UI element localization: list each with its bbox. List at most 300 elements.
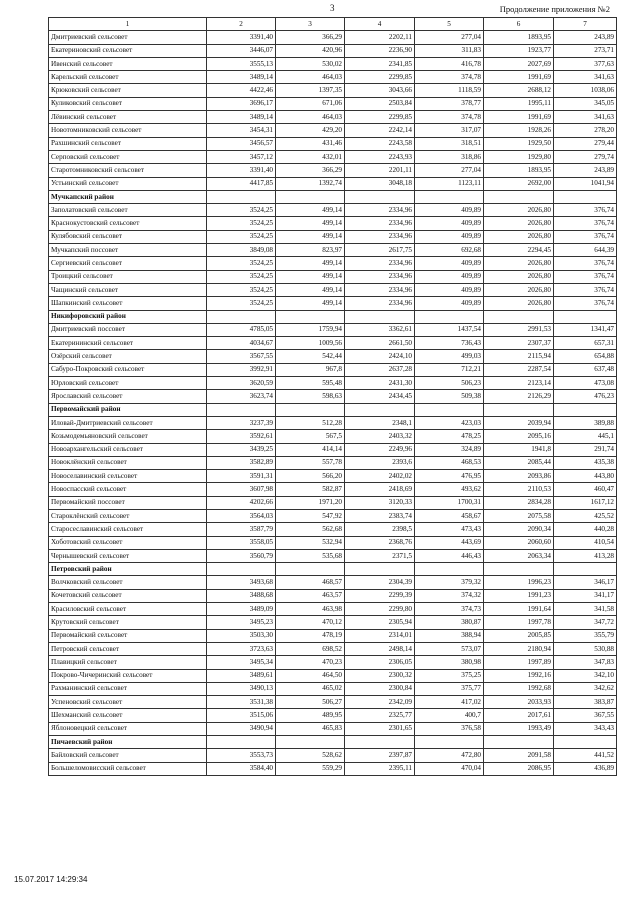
table-row (49, 244, 617, 257)
value-cell: 967,8 (276, 363, 345, 376)
value-cell: 3495,34 (207, 656, 276, 669)
value-cell: 3524,25 (207, 230, 276, 243)
value-cell: 2060,60 (484, 536, 554, 549)
value-cell: 3489,14 (207, 111, 276, 124)
value-cell (415, 310, 484, 323)
value-cell: 279,74 (554, 150, 617, 163)
value-cell: 2637,28 (345, 363, 415, 376)
value-cell: 3723,63 (207, 642, 276, 655)
column-header: 1 (49, 18, 207, 31)
value-cell: 2334,96 (345, 270, 415, 283)
value-cell: 347,72 (554, 616, 617, 629)
table-row (49, 71, 617, 84)
value-cell: 425,52 (554, 509, 617, 522)
table-row (49, 416, 617, 429)
settlement-name: Чащинский сельсовет (49, 283, 207, 296)
value-cell: 3489,61 (207, 669, 276, 682)
value-cell: 465,02 (276, 682, 345, 695)
value-cell: 512,28 (276, 416, 345, 429)
value-cell: 3524,25 (207, 204, 276, 217)
value-cell: 1993,49 (484, 722, 554, 735)
value-cell: 2300,84 (345, 682, 415, 695)
value-cell: 1700,31 (415, 496, 484, 509)
settlement-name: Троицкий сельсовет (49, 270, 207, 283)
table-row (49, 164, 617, 177)
footer-timestamp: 15.07.2017 14:29:34 (14, 875, 88, 884)
value-cell: 4202,66 (207, 496, 276, 509)
value-cell: 1991,23 (484, 589, 554, 602)
value-cell: 463,57 (276, 589, 345, 602)
value-cell: 3488,68 (207, 589, 276, 602)
value-cell: 409,89 (415, 204, 484, 217)
value-cell: 528,62 (276, 749, 345, 762)
table-row (49, 270, 617, 283)
value-cell: 273,71 (554, 44, 617, 57)
value-cell: 4785,05 (207, 323, 276, 336)
value-cell: 3457,12 (207, 150, 276, 163)
value-cell: 2661,50 (345, 337, 415, 350)
column-header: 6 (484, 18, 554, 31)
value-cell: 2305,94 (345, 616, 415, 629)
value-cell: 2115,94 (484, 350, 554, 363)
value-cell: 2249,96 (345, 443, 415, 456)
value-cell (345, 310, 415, 323)
column-header: 2 (207, 18, 276, 31)
value-cell: 3555,13 (207, 57, 276, 70)
value-cell: 464,50 (276, 669, 345, 682)
value-cell: 2301,65 (345, 722, 415, 735)
value-cell: 470,12 (276, 616, 345, 629)
value-cell: 376,74 (554, 217, 617, 230)
table-row (49, 549, 617, 562)
table-row (49, 350, 617, 363)
settlement-name: Красиловский сельсовет (49, 603, 207, 616)
value-cell: 2085,44 (484, 456, 554, 469)
value-cell: 1893,95 (484, 164, 554, 177)
value-cell: 4422,46 (207, 84, 276, 97)
value-cell: 317,07 (415, 124, 484, 137)
value-cell (484, 190, 554, 203)
value-cell: 388,94 (415, 629, 484, 642)
value-cell: 1038,06 (554, 84, 617, 97)
value-cell (276, 403, 345, 416)
value-cell: 380,98 (415, 656, 484, 669)
value-cell: 3120,33 (345, 496, 415, 509)
settlement-name: Рахшинский сельсовет (49, 137, 207, 150)
settlement-name: Юрловский сельсовет (49, 377, 207, 390)
value-cell: 1941,8 (484, 443, 554, 456)
value-cell: 476,23 (554, 390, 617, 403)
value-cell: 595,48 (276, 377, 345, 390)
value-cell: 464,03 (276, 71, 345, 84)
value-cell: 698,52 (276, 642, 345, 655)
value-cell: 436,89 (554, 762, 617, 775)
value-cell: 654,88 (554, 350, 617, 363)
value-cell: 1123,11 (415, 177, 484, 190)
value-cell: 341,63 (554, 111, 617, 124)
value-cell: 2005,85 (484, 629, 554, 642)
value-cell: 499,14 (276, 257, 345, 270)
value-cell: 499,03 (415, 350, 484, 363)
table-row (49, 217, 617, 230)
value-cell: 499,14 (276, 283, 345, 296)
district-name: Первомайский район (49, 403, 207, 416)
value-cell: 389,88 (554, 416, 617, 429)
value-cell: 409,89 (415, 297, 484, 310)
value-cell: 823,97 (276, 244, 345, 257)
value-cell: 3446,07 (207, 44, 276, 57)
value-cell: 1991,69 (484, 71, 554, 84)
value-cell: 2123,14 (484, 377, 554, 390)
table-row (49, 682, 617, 695)
value-cell: 542,44 (276, 350, 345, 363)
value-cell: 3489,14 (207, 71, 276, 84)
value-cell: 506,27 (276, 696, 345, 709)
district-row (49, 736, 617, 749)
data-table (48, 17, 617, 776)
value-cell: 445,1 (554, 430, 617, 443)
table-row (49, 257, 617, 270)
settlement-name: Яблоновецкий сельсовет (49, 722, 207, 735)
column-header: 5 (415, 18, 484, 31)
value-cell: 2243,93 (345, 150, 415, 163)
value-cell (415, 403, 484, 416)
value-cell: 468,57 (276, 576, 345, 589)
value-cell: 3560,79 (207, 549, 276, 562)
value-cell (484, 736, 554, 749)
value-cell: 1923,77 (484, 44, 554, 57)
column-header: 7 (554, 18, 617, 31)
column-header: 3 (276, 18, 345, 31)
value-cell: 2017,61 (484, 709, 554, 722)
settlement-name: Старосеславинский сельсовет (49, 523, 207, 536)
value-cell: 2371,5 (345, 549, 415, 562)
settlement-name: Заполатовский сельсовет (49, 204, 207, 217)
value-cell: 277,04 (415, 164, 484, 177)
value-cell: 3849,08 (207, 244, 276, 257)
table-row (49, 642, 617, 655)
value-cell: 3503,30 (207, 629, 276, 642)
value-cell: 2341,85 (345, 57, 415, 70)
value-cell: 2424,10 (345, 350, 415, 363)
settlement-name: Екатериновский сельсовет (49, 44, 207, 57)
value-cell: 2688,12 (484, 84, 554, 97)
value-cell: 465,83 (276, 722, 345, 735)
value-cell: 1991,69 (484, 111, 554, 124)
value-cell (484, 563, 554, 576)
value-cell: 3495,23 (207, 616, 276, 629)
value-cell: 2304,39 (345, 576, 415, 589)
value-cell (415, 563, 484, 576)
settlement-name: Ярославский сельсовет (49, 390, 207, 403)
value-cell: 1617,12 (554, 496, 617, 509)
value-cell: 4417,85 (207, 177, 276, 190)
table-row (49, 430, 617, 443)
table-row (49, 616, 617, 629)
table-row (49, 576, 617, 589)
value-cell: 3553,73 (207, 749, 276, 762)
value-cell: 473,43 (415, 523, 484, 536)
value-cell: 2395,11 (345, 762, 415, 775)
value-cell: 3582,89 (207, 456, 276, 469)
value-cell: 3992,91 (207, 363, 276, 376)
table-row (49, 111, 617, 124)
value-cell: 2418,69 (345, 483, 415, 496)
value-cell: 311,83 (415, 44, 484, 57)
value-cell: 3564,03 (207, 509, 276, 522)
value-cell: 559,29 (276, 762, 345, 775)
table-row (49, 150, 617, 163)
value-cell: 417,02 (415, 696, 484, 709)
value-cell: 1118,59 (415, 84, 484, 97)
value-cell: 1929,80 (484, 150, 554, 163)
value-cell: 376,74 (554, 297, 617, 310)
value-cell (276, 190, 345, 203)
value-cell: 2090,34 (484, 523, 554, 536)
settlement-name: Первомайский поссовет (49, 496, 207, 509)
value-cell: 374,78 (415, 71, 484, 84)
value-cell: 2334,96 (345, 230, 415, 243)
table-row (49, 124, 617, 137)
value-cell: 409,89 (415, 270, 484, 283)
value-cell: 3490,94 (207, 722, 276, 735)
settlement-name: Новоклёнский сельсовет (49, 456, 207, 469)
value-cell: 2299,80 (345, 603, 415, 616)
value-cell (276, 563, 345, 576)
value-cell: 530,88 (554, 642, 617, 655)
value-cell: 3567,55 (207, 350, 276, 363)
value-cell: 2027,69 (484, 57, 554, 70)
settlement-name: Большеломовисский сельсовет (49, 762, 207, 775)
district-row (49, 563, 617, 576)
value-cell: 3362,61 (345, 323, 415, 336)
value-cell: 3524,25 (207, 297, 276, 310)
value-cell: 1992,16 (484, 669, 554, 682)
table-row (49, 297, 617, 310)
settlement-name: Покрово-Чичеринский сельсовет (49, 669, 207, 682)
value-cell: 499,14 (276, 204, 345, 217)
value-cell: 374,32 (415, 589, 484, 602)
value-cell: 3490,13 (207, 682, 276, 695)
value-cell: 2033,93 (484, 696, 554, 709)
value-cell (345, 190, 415, 203)
value-cell: 489,95 (276, 709, 345, 722)
table-row (49, 177, 617, 190)
table-row (49, 589, 617, 602)
value-cell: 3623,74 (207, 390, 276, 403)
value-cell: 472,80 (415, 749, 484, 762)
settlement-name: Староклёнский сельсовет (49, 509, 207, 522)
value-cell: 2201,11 (345, 164, 415, 177)
value-cell (345, 736, 415, 749)
value-cell: 341,58 (554, 603, 617, 616)
table-row (49, 363, 617, 376)
settlement-name: Козьмодемьяновский сельсовет (49, 430, 207, 443)
value-cell: 473,08 (554, 377, 617, 390)
settlement-name: Рахманинский сельсовет (49, 682, 207, 695)
district-row (49, 310, 617, 323)
settlement-name: Мучкапский поссовет (49, 244, 207, 257)
value-cell: 2026,80 (484, 217, 554, 230)
value-cell: 443,80 (554, 470, 617, 483)
settlement-name: Крутовский сельсовет (49, 616, 207, 629)
value-cell (415, 736, 484, 749)
value-cell: 506,23 (415, 377, 484, 390)
value-cell: 509,38 (415, 390, 484, 403)
value-cell: 470,04 (415, 762, 484, 775)
value-cell: 598,63 (276, 390, 345, 403)
value-cell: 478,25 (415, 430, 484, 443)
value-cell: 3391,40 (207, 164, 276, 177)
table-row (49, 443, 617, 456)
value-cell: 2348,1 (345, 416, 415, 429)
value-cell: 376,74 (554, 283, 617, 296)
value-cell: 291,74 (554, 443, 617, 456)
value-cell: 3696,17 (207, 97, 276, 110)
value-cell: 476,95 (415, 470, 484, 483)
settlement-name: Шапкинский сельсовет (49, 297, 207, 310)
value-cell (276, 736, 345, 749)
value-cell: 355,79 (554, 629, 617, 642)
value-cell: 499,14 (276, 270, 345, 283)
value-cell: 380,87 (415, 616, 484, 629)
value-cell (484, 310, 554, 323)
value-cell: 2393,6 (345, 456, 415, 469)
value-cell (554, 190, 617, 203)
table-row (49, 536, 617, 549)
table-row (49, 749, 617, 762)
settlement-name: Шехманский сельсовет (49, 709, 207, 722)
value-cell: 423,03 (415, 416, 484, 429)
value-cell: 2991,53 (484, 323, 554, 336)
value-cell: 377,63 (554, 57, 617, 70)
value-cell (276, 310, 345, 323)
settlement-name: Сергиевский сельсовет (49, 257, 207, 270)
column-header: 4 (345, 18, 415, 31)
value-cell: 4034,67 (207, 337, 276, 350)
value-cell: 3607,98 (207, 483, 276, 496)
value-cell: 2026,80 (484, 257, 554, 270)
settlement-name: Крюковский сельсовет (49, 84, 207, 97)
value-cell (345, 563, 415, 576)
value-cell: 3043,66 (345, 84, 415, 97)
value-cell: 413,28 (554, 549, 617, 562)
district-row (49, 403, 617, 416)
table-row (49, 44, 617, 57)
table-row (49, 323, 617, 336)
value-cell (415, 190, 484, 203)
value-cell: 2039,94 (484, 416, 554, 429)
value-cell: 243,89 (554, 31, 617, 44)
value-cell: 342,62 (554, 682, 617, 695)
value-cell: 3391,40 (207, 31, 276, 44)
page-number: 3 (330, 3, 335, 13)
value-cell: 1997,78 (484, 616, 554, 629)
value-cell: 2403,32 (345, 430, 415, 443)
value-cell: 1009,56 (276, 337, 345, 350)
value-cell: 2126,29 (484, 390, 554, 403)
value-cell (207, 310, 276, 323)
value-cell: 420,96 (276, 44, 345, 57)
table-row (49, 57, 617, 70)
value-cell: 712,21 (415, 363, 484, 376)
value-cell: 2503,84 (345, 97, 415, 110)
value-cell: 2095,16 (484, 430, 554, 443)
value-cell: 2617,75 (345, 244, 415, 257)
value-cell: 429,20 (276, 124, 345, 137)
value-cell: 2334,96 (345, 257, 415, 270)
value-cell: 3493,68 (207, 576, 276, 589)
value-cell: 2498,14 (345, 642, 415, 655)
value-cell: 2334,96 (345, 204, 415, 217)
value-cell: 2299,39 (345, 589, 415, 602)
settlement-name: Новоархангельский сельсовет (49, 443, 207, 456)
value-cell: 535,68 (276, 549, 345, 562)
value-cell: 2242,14 (345, 124, 415, 137)
settlement-name: Иловай-Дмитриевский сельсовет (49, 416, 207, 429)
value-cell (554, 403, 617, 416)
value-cell: 657,31 (554, 337, 617, 350)
value-cell: 2091,58 (484, 749, 554, 762)
value-cell: 1392,74 (276, 177, 345, 190)
settlement-name: Чернышевский сельсовет (49, 549, 207, 562)
column-header-row (49, 18, 617, 31)
value-cell: 414,14 (276, 443, 345, 456)
value-cell: 557,78 (276, 456, 345, 469)
value-cell: 435,38 (554, 456, 617, 469)
value-cell: 431,46 (276, 137, 345, 150)
value-cell: 400,7 (415, 709, 484, 722)
settlement-name: Дмитриевский сельсовет (49, 31, 207, 44)
value-cell: 341,17 (554, 589, 617, 602)
value-cell: 2300,32 (345, 669, 415, 682)
value-cell: 318,86 (415, 150, 484, 163)
value-cell: 409,89 (415, 230, 484, 243)
value-cell: 341,63 (554, 71, 617, 84)
value-cell: 2026,80 (484, 297, 554, 310)
value-cell: 2398,5 (345, 523, 415, 536)
value-cell (554, 736, 617, 749)
value-cell: 2834,28 (484, 496, 554, 509)
value-cell: 478,19 (276, 629, 345, 642)
value-cell: 2299,85 (345, 111, 415, 124)
value-cell: 2342,09 (345, 696, 415, 709)
table-row (49, 696, 617, 709)
value-cell: 2086,95 (484, 762, 554, 775)
value-cell: 3524,25 (207, 270, 276, 283)
value-cell: 470,23 (276, 656, 345, 669)
value-cell: 458,67 (415, 509, 484, 522)
value-cell: 374,73 (415, 603, 484, 616)
value-cell: 464,03 (276, 111, 345, 124)
value-cell: 3489,09 (207, 603, 276, 616)
value-cell: 2294,45 (484, 244, 554, 257)
value-cell: 379,32 (415, 576, 484, 589)
settlement-name: Екатерининский сельсовет (49, 337, 207, 350)
value-cell: 736,43 (415, 337, 484, 350)
value-cell: 366,29 (276, 164, 345, 177)
settlement-name: Плавицкий сельсовет (49, 656, 207, 669)
settlement-name: Новоспасский сельсовет (49, 483, 207, 496)
value-cell: 376,74 (554, 270, 617, 283)
table-row (49, 656, 617, 669)
value-cell: 1995,11 (484, 97, 554, 110)
table-row (49, 629, 617, 642)
settlement-name: Первомайский сельсовет (49, 629, 207, 642)
value-cell: 374,78 (415, 111, 484, 124)
value-cell: 383,87 (554, 696, 617, 709)
value-cell: 1928,26 (484, 124, 554, 137)
